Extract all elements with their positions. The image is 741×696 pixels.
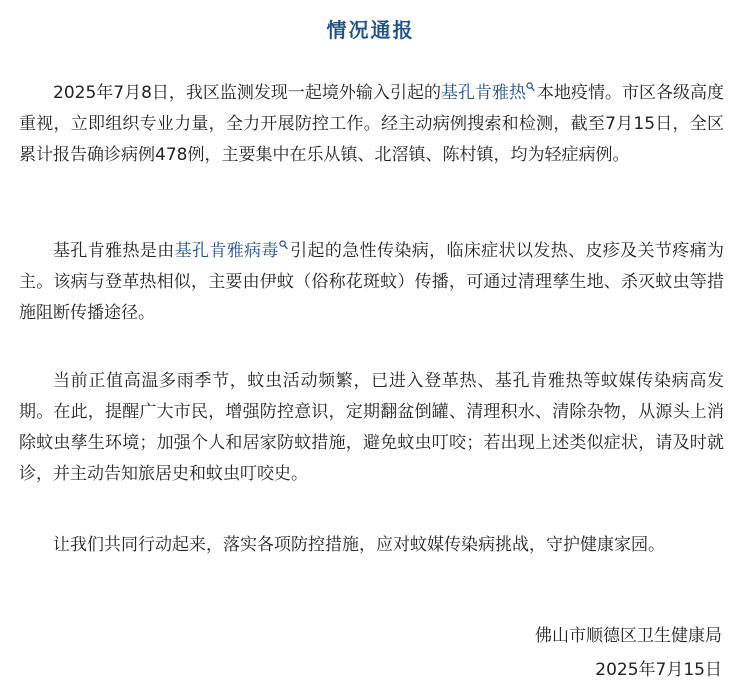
paragraph-3: 当前正值高温多雨季节，蚊虫活动频繁，已进入登革热、基孔肯雅热等蚊媒传染病高发期。在此，提醒广大市民，增强防控意识，定期翻盆倒罐、清理积水、清除杂物，从源头上消除蚊虫孳生环境；加强个人和居家防蚊措施，避免蚊虫叮咬；若出现上述类似症状，请及时就诊，并主动告知旅居史和蚊虫叮咬史。: [19, 371, 724, 484]
paragraph-1-text-after: 本地疫情。市区各级高度重视，立即组织专业力量，全力开展防控工作。经主动病例搜索和检测，截至7月15日，全区累计报告确诊病例478例，主要集中在乐从镇、北滘镇、陈村镇，均为轻症病例。: [19, 83, 724, 165]
link-chikungunya-fever[interactable]: 基孔肯雅热: [440, 83, 526, 103]
issue-date: 2025年7月15日: [595, 660, 722, 680]
search-icon[interactable]: [279, 240, 288, 252]
paragraph-4: 让我们共同行动起来，落实各项防控措施，应对蚊媒传染病挑战，守护健康家园。: [53, 535, 665, 555]
search-icon[interactable]: [526, 82, 535, 94]
issuer-signature: 佛山市顺德区卫生健康局: [535, 626, 722, 646]
paragraph-1-text-before: 2025年7月8日，我区监测发现一起境外输入引起的: [53, 83, 441, 103]
paragraph-1: [19, 78, 724, 171]
link-chikungunya-virus[interactable]: 基孔肯雅病毒: [174, 241, 279, 261]
notice-title: 情况通报: [326, 18, 415, 42]
paragraph-2-text-before: 基孔肯雅热是由: [53, 241, 175, 261]
paragraph-2: [19, 236, 724, 329]
paragraph-2-text-after: 引起的急性传染病，临床症状以发热、皮疹及关节疼痛为主。该病与登革热相似，主要由伊蚊（俗称花斑蚊）传播，可通过清理孳生地、杀灭蚊虫等措施阻断传播途径。: [19, 241, 725, 323]
